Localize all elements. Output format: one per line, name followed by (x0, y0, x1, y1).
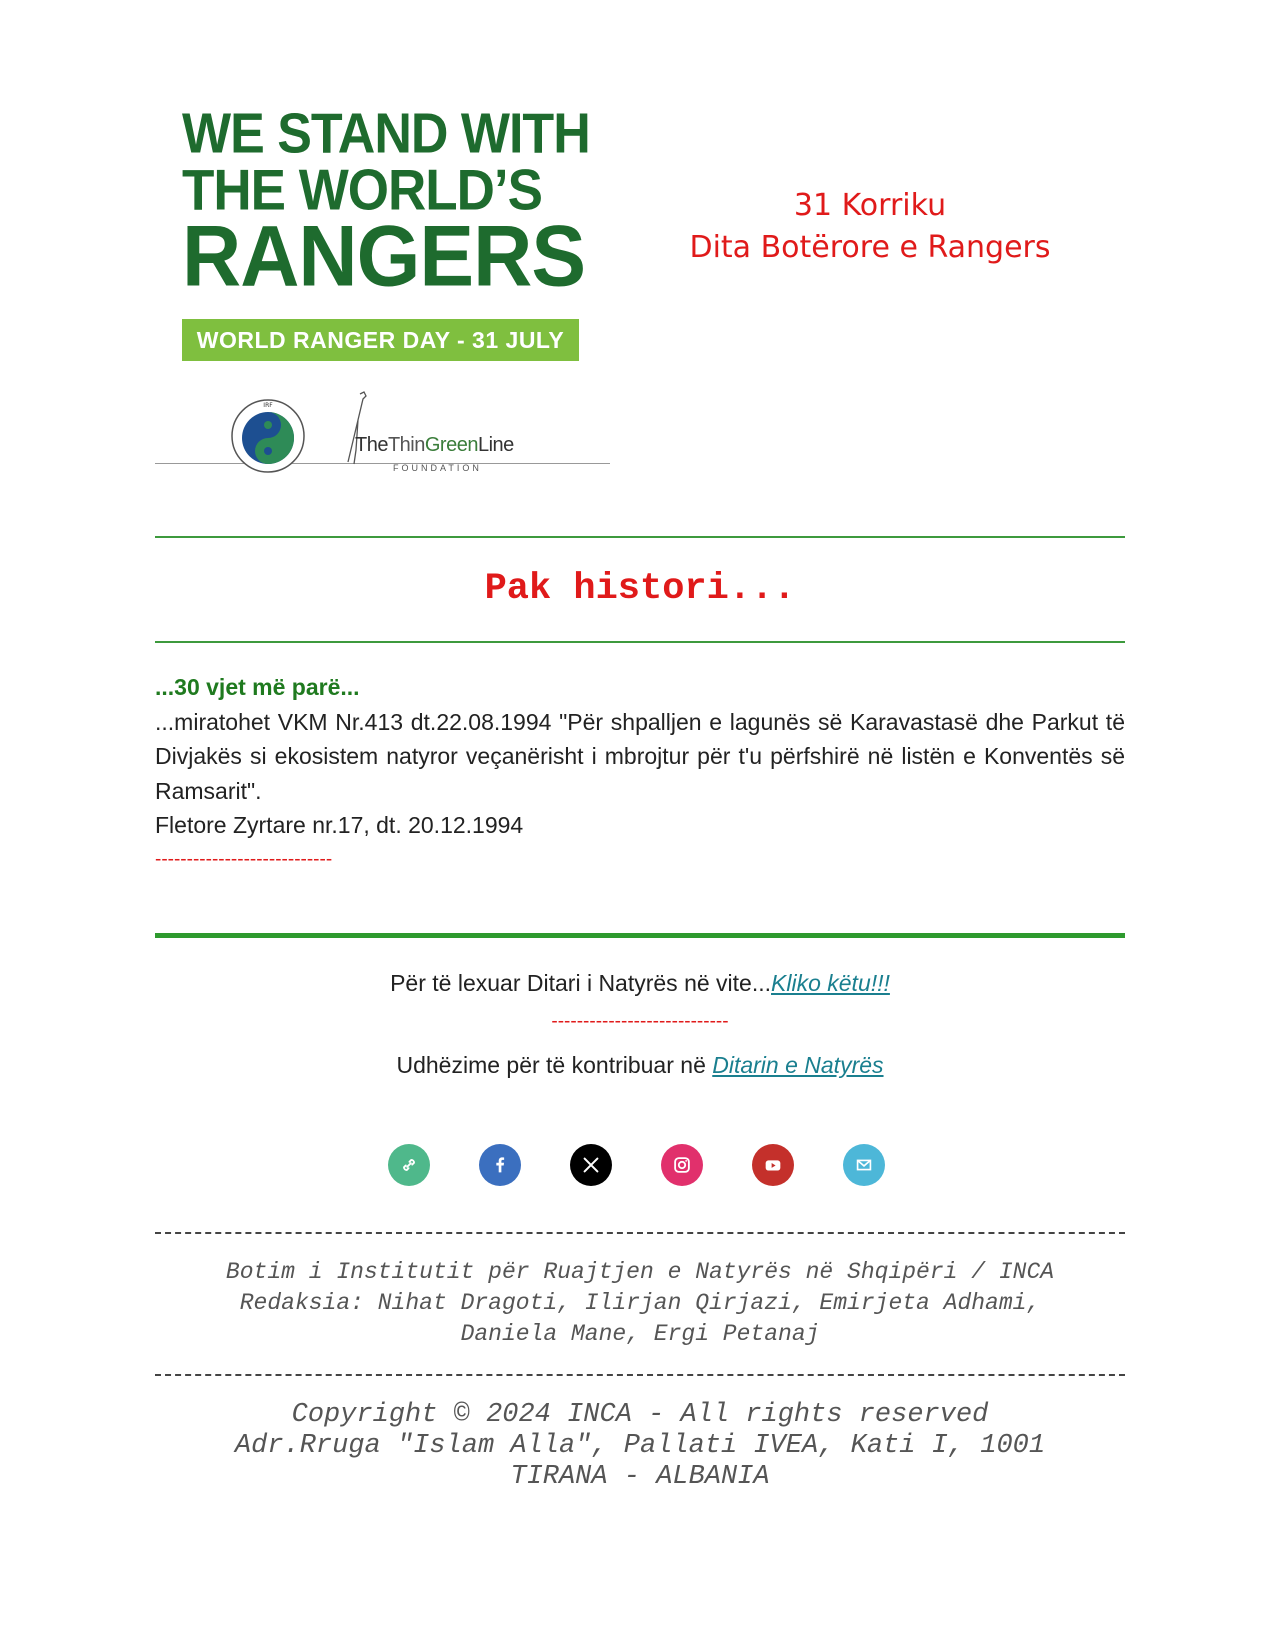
irf-label: IRF (263, 402, 273, 409)
copyright-block (155, 1400, 1125, 1493)
credits-divider-top (155, 1232, 1125, 1234)
history-source: Fletore Zyrtare nr.17, dt. 20.12.1994 (155, 812, 524, 838)
facebook-icon[interactable] (479, 1144, 521, 1186)
header (155, 100, 1125, 480)
history-separator: ---------------------------- (155, 848, 333, 870)
contribute-line (155, 1052, 1125, 1079)
years-ago-heading: ...30 vjet më parë... (155, 674, 360, 700)
email-icon[interactable] (843, 1144, 885, 1186)
archive-text: Për të lexuar Ditari i Natyrës në vite... (390, 970, 772, 996)
world-ranger-day-poster (182, 102, 590, 305)
copyright-line: Copyright © 2024 INCA - All rights reserved (291, 1400, 989, 1430)
link-icon[interactable] (388, 1144, 430, 1186)
history-block (155, 670, 1125, 877)
archive-line (155, 970, 1125, 997)
x-icon[interactable] (570, 1144, 612, 1186)
event-date-heading (635, 185, 1105, 269)
divider-top (155, 536, 1125, 538)
section-title: Pak histori... (484, 568, 796, 610)
archive-link[interactable]: Kliko këtu!!! (771, 970, 890, 996)
tgl-the: The (355, 434, 388, 456)
address-line-2: TIRANA - ALBANIA (510, 1462, 770, 1492)
history-body: ...miratohet VKM Nr.413 dt.22.08.1994 "Për shpalljen e lagunës së Karavastasë dhe Parkut të Divjakës si ekosistem natyror veçanërisht i mbrojtur për t'u përfshirë në listën e Konventës së Ramsarit". (155, 708, 1125, 804)
poster-line-3: RANGERS (182, 208, 586, 305)
event-date: 31 Korriku (793, 188, 947, 223)
credits-divider-bottom (155, 1374, 1125, 1376)
partner-logos (155, 390, 610, 480)
divider-bottom (155, 641, 1125, 643)
poster-line-2: THE WORLD’S (182, 158, 542, 223)
irf-logo-icon (230, 398, 306, 474)
credits (155, 1257, 1125, 1350)
editors-line-1: Redaksia: Nihat Dragoti, Ilirjan Qirjazi, Emirjeta Adhami, (239, 1290, 1041, 1316)
contribute-text: Udhëzime për të kontribuar në (396, 1052, 713, 1078)
tgl-green: Green (424, 434, 478, 456)
social-links (388, 1144, 908, 1188)
instagram-icon[interactable] (661, 1144, 703, 1186)
logo-divider (155, 463, 610, 464)
thin-green-line-logo (355, 434, 514, 457)
youtube-icon[interactable] (752, 1144, 794, 1186)
event-name: Dita Botërore e Rangers (689, 230, 1051, 265)
poster-line-1: WE STAND WITH (182, 102, 590, 166)
footer-separator: ---------------------------- (551, 1011, 729, 1032)
tgl-line: Line (477, 434, 514, 456)
editors-line-2: Daniela Mane, Ergi Petanaj (460, 1321, 820, 1347)
contribute-link[interactable]: Ditarin e Natyrës (712, 1052, 884, 1078)
publisher-line: Botim i Institutit për Ruajtjen e Natyrës në Shqipëri / INCA (225, 1259, 1055, 1285)
ranger-day-banner: WORLD RANGER DAY - 31 JULY (182, 319, 579, 361)
footer-divider (155, 933, 1125, 938)
address-line-1: Adr.Rruga "Islam Alla", Pallati IVEA, Kati I, 1001 (234, 1431, 1046, 1461)
tgl-foundation: FOUNDATION (393, 463, 482, 473)
tgl-thin: Thin (387, 434, 425, 456)
